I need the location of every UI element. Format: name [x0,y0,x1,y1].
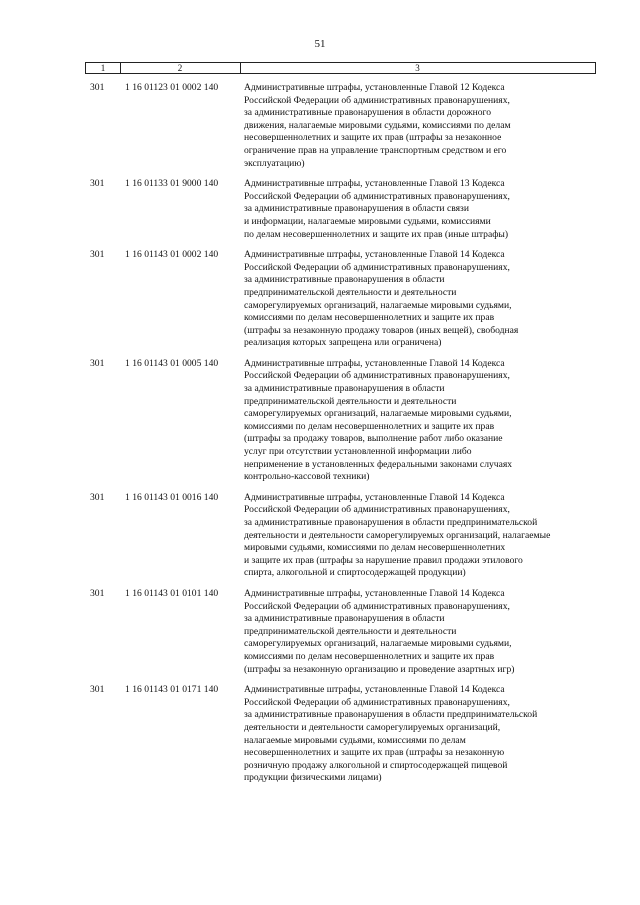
description-line: мировыми судьями, комиссиями по делам несовершеннолетних [244,542,506,554]
description-line: несовершеннолетних и защите их прав (штрафы за незаконное [244,132,502,144]
description-line: комиссиями по делам несовершеннолетних и защите их прав [244,650,495,662]
revenue-description [244,178,594,241]
description-line: Российской Федерации об административных правонарушениях, [244,600,510,612]
description-line: за административные правонарушения в области [244,613,445,625]
description-line: за административные правонарушения в области предпринимательской [244,517,538,528]
description-line: по делам несовершеннолетних и защите их прав (иные штрафы) [244,228,509,240]
description-line: деятельности и деятельности саморегулируемых организаций, [244,721,501,733]
description-line: продукции физическими лицами) [244,772,382,784]
description-line: движения, налагаемые мировыми судьями, комиссиями по делам [244,119,511,131]
description-line: за административные правонарушения в области дорожного [244,107,492,119]
description-line: саморегулируемых организаций, налагаемые мировыми судьями, [244,638,512,650]
description-line: неприменение в установленных федеральными законами случаях [244,458,513,470]
description-line: саморегулируемых организаций, налагаемые мировыми судьями, [244,408,512,420]
description-line: Российской Федерации об административных правонарушениях, [244,190,510,202]
description-line: ограничение прав на управление транспортным средством и его [244,144,507,156]
table-body [85,82,596,793]
budget-classification-code: 1 16 01143 01 0101 140 [125,587,219,599]
admin-code: 301 [90,587,105,599]
table-row [85,684,596,785]
revenue-description [244,249,594,350]
budget-classification-code: 1 16 01143 01 0171 140 [125,684,219,696]
table-header [85,62,596,74]
description-line: предпринимательской деятельности и деятельности [244,625,457,637]
table-row [85,178,596,241]
description-line: комиссиями по делам несовершеннолетних и защите их прав [244,420,495,432]
description-line: комиссиями по делам несовершеннолетних и защите их прав [244,312,495,324]
admin-code: 301 [90,249,105,261]
description-line: Административные штрафы, установленные Главой 12 Кодекса [244,82,505,93]
table-row [85,249,596,350]
description-line: Российской Федерации об административных правонарушениях, [244,94,510,106]
description-line: эксплуатацию) [244,157,305,169]
description-line: Российской Федерации об административных правонарушениях, [244,261,510,273]
description-line: (штрафы за незаконную продажу товаров (иных вещей), свободная [244,324,519,336]
description-line: несовершеннолетних и защите их прав (штрафы за незаконную [244,747,505,759]
header-col-1: 1 [86,63,121,73]
description-line: и информации, налагаемые мировыми судьями, комиссиями [244,215,491,227]
description-line: спирта, алкогольной и спиртосодержащей продукции) [244,567,466,579]
description-line: за административные правонарушения в области [244,383,445,395]
description-line: налагаемые мировыми судьями, комиссиями по делам [244,734,466,746]
description-line: деятельности и деятельности саморегулируемых организаций, налагаемые [244,529,551,541]
page-number: 51 [314,38,326,50]
budget-classification-code: 1 16 01143 01 0016 140 [125,491,219,503]
revenue-description [244,82,594,170]
revenue-description [244,358,594,484]
admin-code: 301 [90,82,105,93]
budget-classification-code: 1 16 01143 01 0005 140 [125,357,219,369]
table-row [85,588,596,676]
description-line: за административные правонарушения в области предпринимательской [244,709,538,721]
description-line: (штрафы за незаконную организацию и проведение азартных игр) [244,663,515,675]
admin-code: 301 [90,178,105,190]
admin-code: 301 [90,357,105,369]
description-line: Российской Федерации об административных правонарушениях, [244,370,510,382]
description-line: услуг при отсутствии установленной информации либо [244,446,472,458]
table-row [85,492,596,580]
description-line: контрольно-кассовой техники) [244,471,370,483]
description-line: и защите их прав (штрафы за нарушение правил продажи этилового [244,554,523,566]
budget-classification-code: 1 16 01133 01 9000 140 [125,178,219,190]
description-line: за административные правонарушения в области связи [244,203,469,215]
description-line: предпринимательской деятельности и деятельности [244,395,457,407]
description-line: Административные штрафы, установленные Главой 14 Кодекса [244,491,505,503]
description-line: реализация которых запрещена или ограничена) [244,337,442,349]
description-line: за административные правонарушения в области [244,274,445,286]
table-row [85,358,596,484]
description-line: предпринимательской деятельности и деятельности [244,286,457,298]
description-line: саморегулируемых организаций, налагаемые мировыми судьями, [244,299,512,311]
header-col-3: 3 [415,63,420,73]
admin-code: 301 [90,491,105,503]
description-line: Российской Федерации об административных правонарушениях, [244,504,510,516]
description-line: Российской Федерации об административных правонарушениях, [244,696,510,708]
budget-classification-code: 1 16 01143 01 0002 140 [125,249,219,261]
table-row [85,82,596,170]
description-line: Административные штрафы, установленные Главой 14 Кодекса [244,684,505,696]
description-line: Административные штрафы, установленные Главой 14 Кодекса [244,249,505,261]
description-line: Административные штрафы, установленные Главой 14 Кодекса [244,357,505,369]
header-col-2: 2 [120,63,241,73]
description-line: (штрафы за продажу товаров, выполнение работ либо оказание [244,433,503,445]
description-line: розничную продажу алкогольной и спиртосодержащей пищевой [244,759,508,771]
revenue-description [244,588,594,676]
budget-classification-code: 1 16 01123 01 0002 140 [125,82,219,93]
admin-code: 301 [90,684,105,696]
revenue-description [244,684,594,785]
description-line: Административные штрафы, установленные Главой 13 Кодекса [244,178,505,190]
revenue-description [244,492,594,580]
description-line: Административные штрафы, установленные Главой 14 Кодекса [244,587,505,599]
